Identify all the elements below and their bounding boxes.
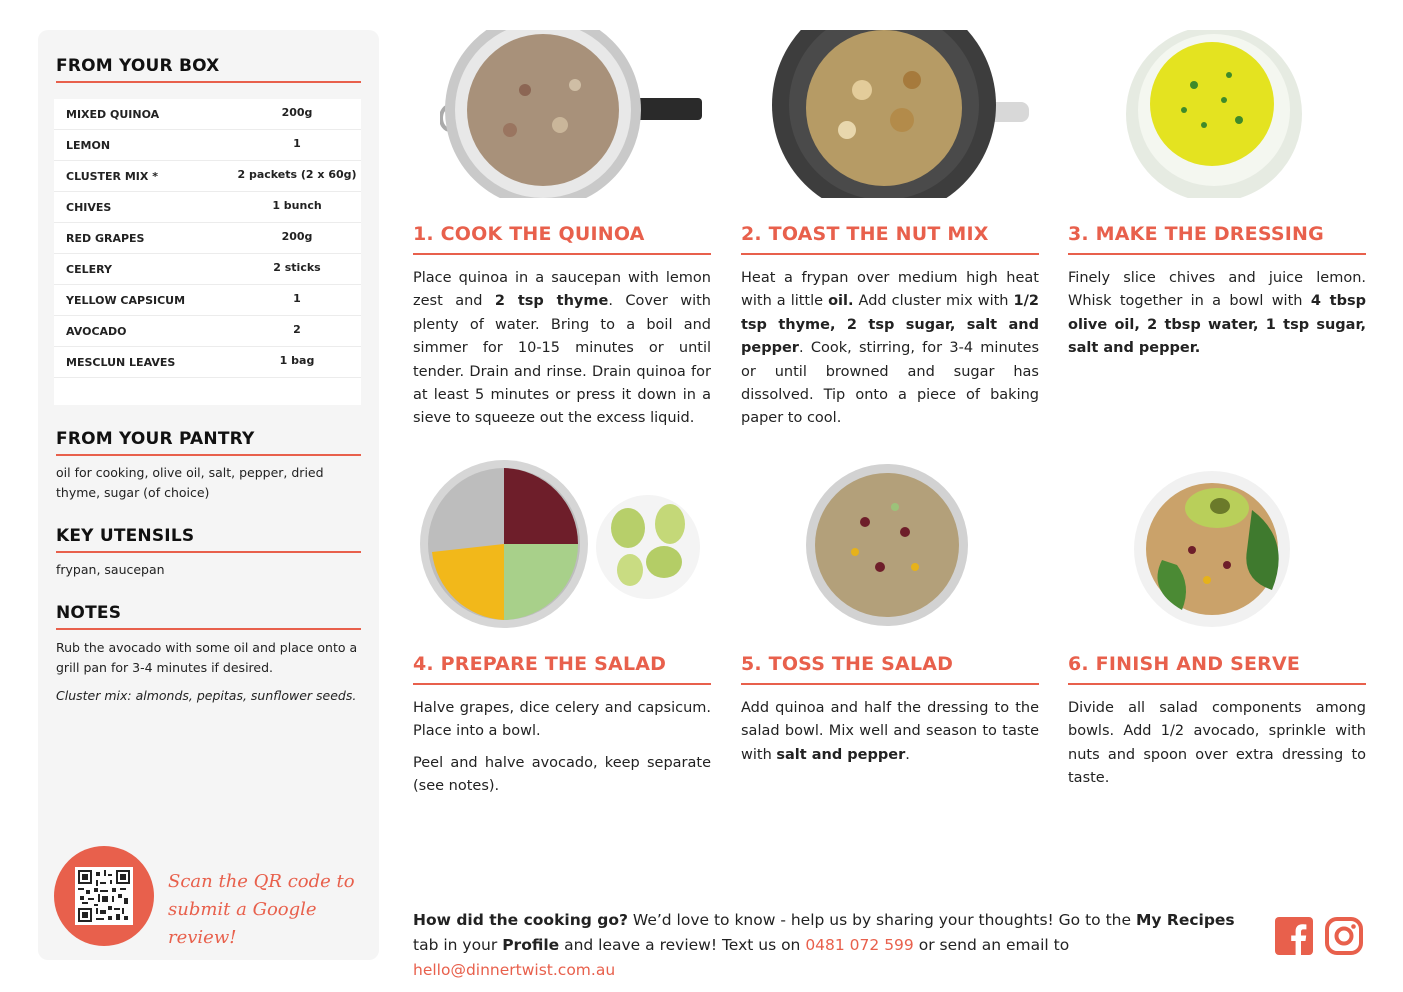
ingredients-sidebar (38, 30, 379, 960)
table-row: MESCLUN LEAVES 1 bag (54, 347, 361, 378)
step-5-title: 5. TOSS THE SALAD (741, 653, 954, 675)
pantry-title: FROM YOUR PANTRY (56, 429, 255, 449)
notes-cluster-mix: Cluster mix: almonds, pepitas, sunflower seeds. (56, 688, 357, 703)
table-row: CHIVES 1 bunch (54, 192, 361, 223)
step-2-title: 2. TOAST THE NUT MIX (741, 223, 989, 245)
step-3-rule (1068, 253, 1366, 255)
utensils-title: KEY UTENSILS (56, 526, 195, 546)
step-6-text: Divide all salad components among bowls. Add 1/2 avocado, sprinkle with nuts and spoon over extra dressing to taste. (1068, 700, 1366, 787)
review-prompt: How did the cooking go? We’d love to know - help us by sharing your thoughts! Go to the My Recipes tab in your Profile and leave a review! Text us on 0481 072 599 or send an email to hello@dinnertwist.com.au (413, 911, 1235, 979)
table-row: CELERY 2 sticks (54, 254, 361, 285)
notes-title: NOTES (56, 603, 122, 623)
qr-prompt: Scan the QR code to submit a Google review! (168, 871, 355, 948)
step-6-title: 6. FINISH AND SERVE (1068, 653, 1301, 675)
quinoa-saucepan-photo (440, 30, 702, 198)
step-5-text: Add quinoa and half the dressing to the salad bowl. Mix well and season to taste with salt and pepper. (741, 700, 1039, 763)
notes-text: Rub the avocado with some oil and place onto a grill pan for 3-4 minutes if desired. (56, 640, 358, 675)
step-5-rule (741, 683, 1039, 685)
table-row: AVOCADO 2 (54, 316, 361, 347)
step-4-rule (413, 683, 711, 685)
table-row: LEMON 1 (54, 130, 361, 161)
notes-title-rule (56, 628, 361, 630)
tossed-salad-photo (805, 462, 969, 628)
table-row: MIXED QUINOA 200g (54, 99, 361, 130)
step-3-text: Finely slice chives and juice lemon. Whisk together in a bowl with 4 tbsp olive oil, 2 tbsp water, 1 tsp sugar, salt and pepper. (1068, 270, 1366, 357)
box-title-rule (56, 81, 361, 83)
step-1-text: Place quinoa in a saucepan with lemon zest and 2 tsp thyme. Cover with plenty of water. Bring to a boil and simmer for 10-15 minutes or until tender. Drain and rinse. Drain quinoa for at least 5 minutes or press it down in a sieve to squeeze out the excess liquid. (413, 270, 711, 427)
step-2-rule (741, 253, 1039, 255)
facebook-icon[interactable] (1275, 917, 1313, 955)
step-4-text: Halve grapes, dice celery and capsicum. Place into a bowl. Peel and halve avocado, keep separate (see notes). (413, 700, 711, 795)
nut-mix-frypan-photo (772, 30, 1030, 198)
utensils-text: frypan, saucepan (56, 562, 165, 577)
dressing-bowl-photo (1124, 30, 1304, 198)
step-3-title: 3. MAKE THE DRESSING (1068, 223, 1324, 245)
qr-code-icon[interactable] (75, 867, 133, 925)
served-salad-photo (1132, 470, 1292, 628)
pantry-text: oil for cooking, olive oil, salt, pepper, dried thyme, sugar (of choice) (56, 465, 324, 500)
email-link[interactable]: hello@dinnertwist.com.au (413, 961, 616, 979)
box-title: FROM YOUR BOX (56, 56, 220, 76)
step-1-rule (413, 253, 711, 255)
table-row: CLUSTER MIX * 2 packets (2 x 60g) (54, 161, 361, 192)
step-6-rule (1068, 683, 1366, 685)
instagram-icon[interactable] (1325, 917, 1363, 955)
step-1-title: 1. COOK THE QUINOA (413, 223, 645, 245)
qr-badge[interactable] (54, 846, 154, 946)
utensils-title-rule (56, 551, 361, 553)
table-row: YELLOW CAPSICUM 1 (54, 285, 361, 316)
ingredients-table (54, 99, 361, 405)
table-row: RED GRAPES 200g (54, 223, 361, 254)
pantry-title-rule (56, 454, 361, 456)
step-4-title: 4. PREPARE THE SALAD (413, 653, 667, 675)
phone-link[interactable]: 0481 072 599 (805, 936, 914, 954)
step-2-text: Heat a frypan over medium high heat with a little oil. Add cluster mix with 1/2 tsp thyme, 2 tsp sugar, salt and pepper. Cook, stirring, for 3-4 minutes or until browned and sugar has dissolved. Tip onto a piece of baking paper to cool. (741, 270, 1039, 427)
salad-prep-bowl-photo (420, 460, 702, 630)
